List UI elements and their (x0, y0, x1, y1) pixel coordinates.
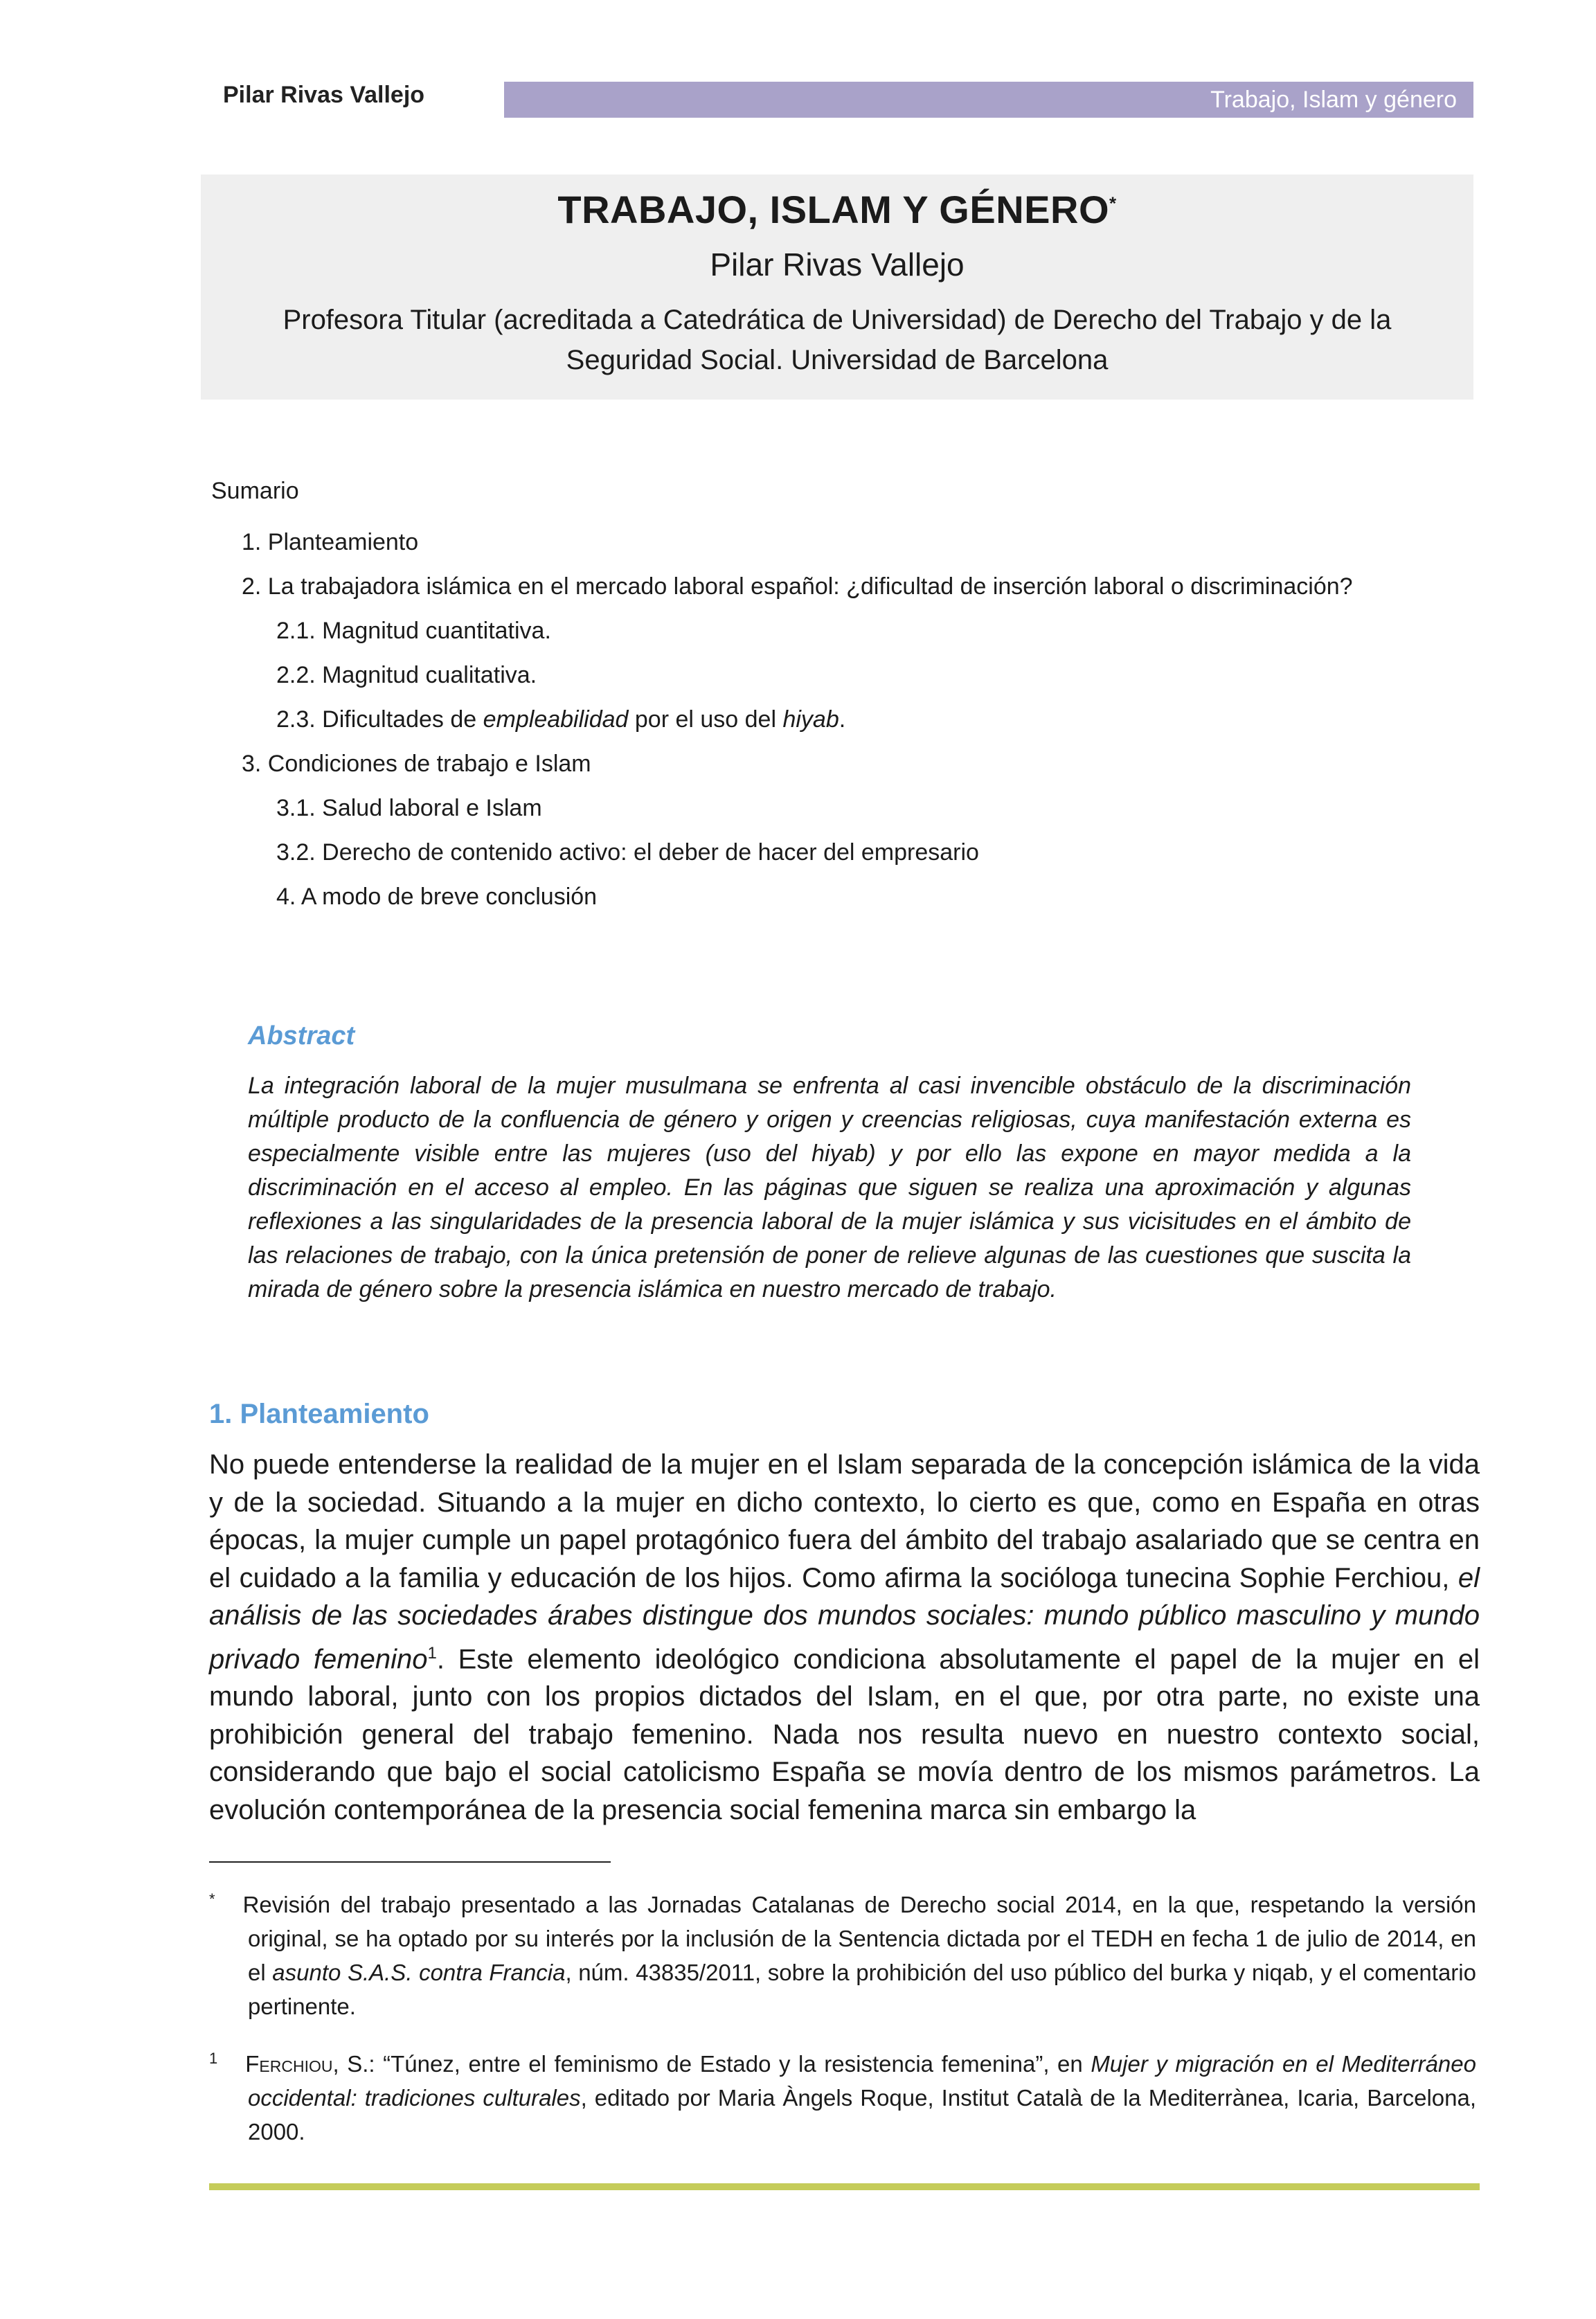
author-affiliation: Profesora Titular (acreditada a Catedrática de Universidad) de Derecho del Trabajo y de la Seguridad Social. Universidad de Barcelona (283, 305, 1392, 375)
footnote-text: , S.: “Túnez, entre el feminismo de Estado y la resistencia femenina”, en (332, 2051, 1091, 2077)
footnote-text: , editado por Maria Àngels Roque, Institut Català de la Mediterrànea, Icaria, Barcelona, 2000. (248, 2085, 1476, 2145)
footnote-separator (209, 1861, 611, 1863)
toc-item: 1. Planteamiento (242, 529, 419, 555)
toc-item-italic: hiyab (782, 706, 839, 733)
toc-item: 4. A modo de breve conclusión (276, 884, 598, 910)
abstract-body: La integración laboral de la mujer musulmana se enfrenta al casi invencible obstáculo de la discriminación múltiple producto de la confluencia de género y origen y creencias religiosas, cuya manifestación externa es especialmente visible entre las mujeres (uso del hiyab) y por ello las expone en mayor medida a la discriminación en el acceso al empleo. En las páginas que siguen se realiza una aproximación y algunas reflexiones a las singularidades de la presencia laboral de la mujer islámica y sus vicisitudes en el ámbito de las relaciones de trabajo, con la única pretensión de poner de relieve algunas de las cuestiones que suscita la mirada de género sobre la presencia islámica en nuestro mercado de trabajo. (248, 1073, 1411, 1302)
toc-item-text: por el uso del (628, 706, 783, 733)
footnote-text: , núm. 43835/2011, sobre la prohibición del uso público del burka y niqab, y el comentario pertinente. (248, 1960, 1476, 2019)
toc-item: 3.2. Derecho de contenido activo: el deber de hacer del empresario (276, 839, 979, 866)
body-quote: el análisis de las sociedades árabes distingue dos mundos sociales: mundo público masculino y mundo privado femenino (209, 1562, 1480, 1674)
section-body (209, 1446, 1480, 1829)
abstract (248, 1021, 1411, 1307)
toc-item-italic: empleabilidad (483, 706, 629, 733)
toc-item-text: 2.3. Dificultades de (276, 706, 477, 733)
document-title (201, 187, 1473, 232)
toc-item-text: . (839, 706, 846, 733)
section-heading: 1. Planteamiento (209, 1399, 429, 1429)
body-text: No puede entenderse la realidad de la mujer en el Islam separada de la concepción islámica de la vida y de la sociedad. Situando a la mujer en dicho contexto, lo cierto es que, como en España en otras épocas, la mujer cumple un papel protagónico fuera del ámbito del trabajo asalariado que se centra en el cuidado a la familia y educación de los hijos. Como afirma la socióloga tunecina Sophie Ferchiou, (209, 1449, 1480, 1593)
toc-item: 2.2. Magnitud cualitativa. (276, 662, 537, 688)
footnote-italic: asunto S.A.S. contra Francia (272, 1960, 566, 1985)
abstract-heading: Abstract (248, 1021, 355, 1050)
footnote-mark: * (209, 1890, 215, 1908)
running-header-title: Trabajo, Islam y género (1210, 86, 1457, 113)
footnote-italic: Mujer y migración en el Mediterráneo occidental: tradiciones culturales (248, 2051, 1476, 2111)
footnote-mark: 1 (209, 2050, 218, 2067)
document-author: Pilar Rivas Vallejo (710, 247, 965, 283)
page-bottom-rule (209, 2183, 1480, 2190)
footnote-author: Ferchiou (245, 2051, 333, 2077)
summary-heading: Sumario (211, 478, 299, 504)
running-header-bar (504, 82, 1473, 118)
table-of-contents (211, 520, 1471, 919)
footnote-text: Revisión del trabajo presentado a las Jornadas Catalanas de Derecho social 2014, en la que, respetando la versión original, se ha optado por su interés por la inclusión de la Sentencia dictada por el TEDH en fecha 1 de julio de 2014, en el (242, 1892, 1476, 1985)
body-text: . Este elemento ideológico condiciona absolutamente el papel de la mujer en el mundo laboral, junto con los propios dictados del Islam, en el que, por otra parte, no existe una prohibición general del trabajo femenino. Nada nos resulta nuevo en nuestro contexto social, considerando que bajo el social catolicismo España se movía dentro de los mismos parámetros. La evolución contemporánea de la presencia social femenina marca sin embargo la (209, 1643, 1480, 1825)
footnote-star (209, 1882, 1476, 2023)
toc-item: 2. La trabajadora islámica en el mercado laboral español: ¿dificultad de inserción laboral o discriminación? (242, 573, 1353, 600)
toc-item (211, 697, 1471, 742)
toc-item: 3.1. Salud laboral e Islam (276, 795, 542, 821)
title-block (201, 174, 1473, 400)
running-header-author: Pilar Rivas Vallejo (223, 82, 425, 108)
summary (211, 478, 1471, 919)
footnote-ref[interactable]: 1 (427, 1643, 437, 1663)
document-title-text: TRABAJO, ISLAM Y GÉNERO (557, 188, 1110, 231)
title-footnote-mark[interactable]: * (1109, 192, 1117, 214)
toc-item: 2.1. Magnitud cuantitativa. (276, 618, 551, 644)
footnote-1 (209, 2041, 1476, 2149)
toc-item: 3. Condiciones de trabajo e Islam (242, 751, 591, 777)
